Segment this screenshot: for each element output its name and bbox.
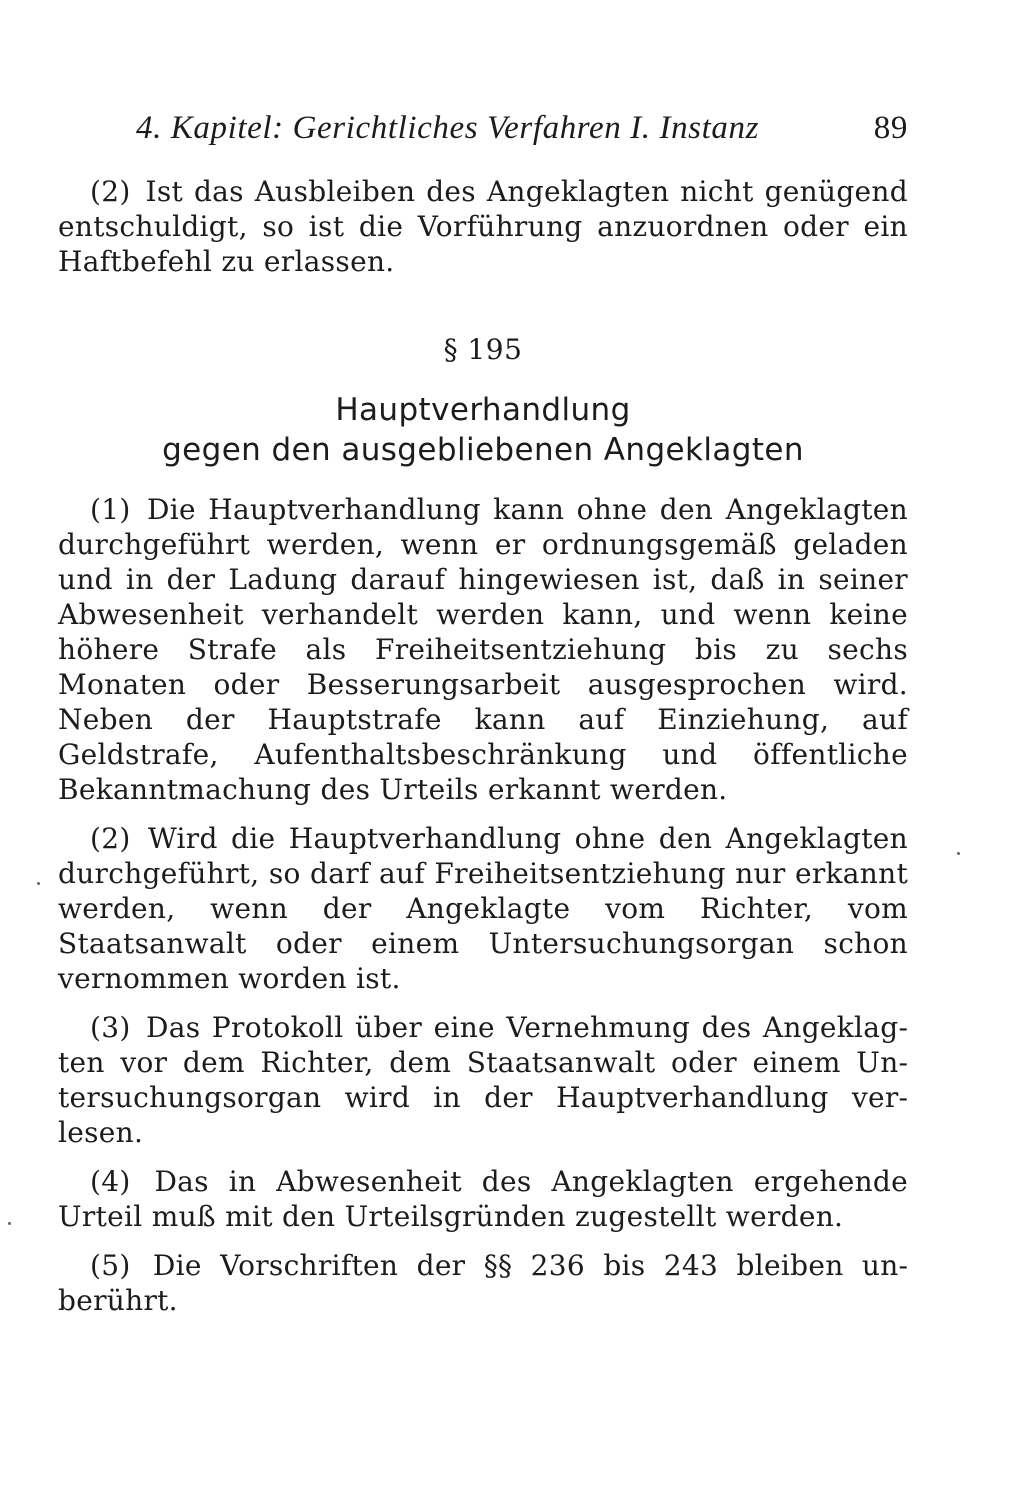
- intro-paragraph: [58, 174, 908, 279]
- paragraph-number: (1): [90, 493, 131, 526]
- paragraph-text: Das Protokoll über eine Vernehmung des Angeklagten vor dem Richter, dem Staatsanwalt oder einem Untersuchungsorgan wird in der Hauptverhandlung verlesen.: [58, 1011, 908, 1149]
- section-paragraph-2: [58, 821, 908, 996]
- scan-speck: [8, 1222, 11, 1225]
- paragraph-number: (3): [90, 1011, 131, 1044]
- paragraph-number: (2): [90, 175, 131, 208]
- section-paragraph-5: [58, 1248, 908, 1318]
- paragraph-text: Wird die Hauptverhandlung ohne den Angeklagten durchgeführt, so darf auf Freiheitsentziehung nur erkannt werden, wenn der Angeklagte vom Richter, vom Staatsanwalt oder einem Untersuchungsorgan schon vernommen worden ist.: [58, 822, 908, 995]
- section-number: § 195: [443, 333, 523, 366]
- paragraph-text: Das in Abwesenheit des Angeklagten ergehende Urteil muß mit den Urteilsgründen zugestellt werden.: [58, 1165, 908, 1233]
- section-paragraph-1: [58, 492, 908, 807]
- section-heading: [58, 390, 908, 470]
- page-number: 89: [873, 110, 908, 146]
- paragraph-text: Ist das Ausbleiben des Angeklagten nicht genügend entschuldigt, so ist die Vorführung anzuordnen oder ein Haftbefehl zu erlassen.: [58, 175, 908, 278]
- scan-speck: [37, 882, 40, 885]
- running-title: 4. Kapitel: Gerichtliches Verfahren I. Instanz: [136, 110, 760, 146]
- paragraph-text: Die Vorschriften der §§ 236 bis 243 bleiben unberührt.: [58, 1249, 908, 1317]
- section-title-line-2: gegen den ausgebliebenen Angeklagten: [162, 432, 804, 468]
- section-paragraph-3: [58, 1010, 908, 1150]
- running-header: [58, 96, 908, 156]
- document-page: [58, 96, 908, 1332]
- section-title-line-1: Hauptverhandlung: [335, 392, 631, 428]
- section-paragraph-4: [58, 1164, 908, 1234]
- paragraph-text: Die Hauptverhandlung kann ohne den Angeklagten durchgeführt werden, wenn er ordnungsgemäß geladen und in der Ladung darauf hingewiesen ist, daß in seiner Abwesenheit verhandelt werden kann, und wenn keine höhere Strafe als Freiheitsentziehung bis zu sechs Monaten oder Besserungsarbeit ausgesprochen wird. Neben der Hauptstrafe kann auf Einziehung, auf Geldstrafe, Aufenthaltsbeschränkung und öffentliche Bekanntmachung des Urteils erkannt werden.: [58, 493, 909, 806]
- scan-speck: [957, 852, 960, 855]
- paragraph-number: (4): [90, 1165, 131, 1198]
- paragraph-number: (5): [90, 1249, 131, 1282]
- paragraph-number: (2): [90, 822, 131, 855]
